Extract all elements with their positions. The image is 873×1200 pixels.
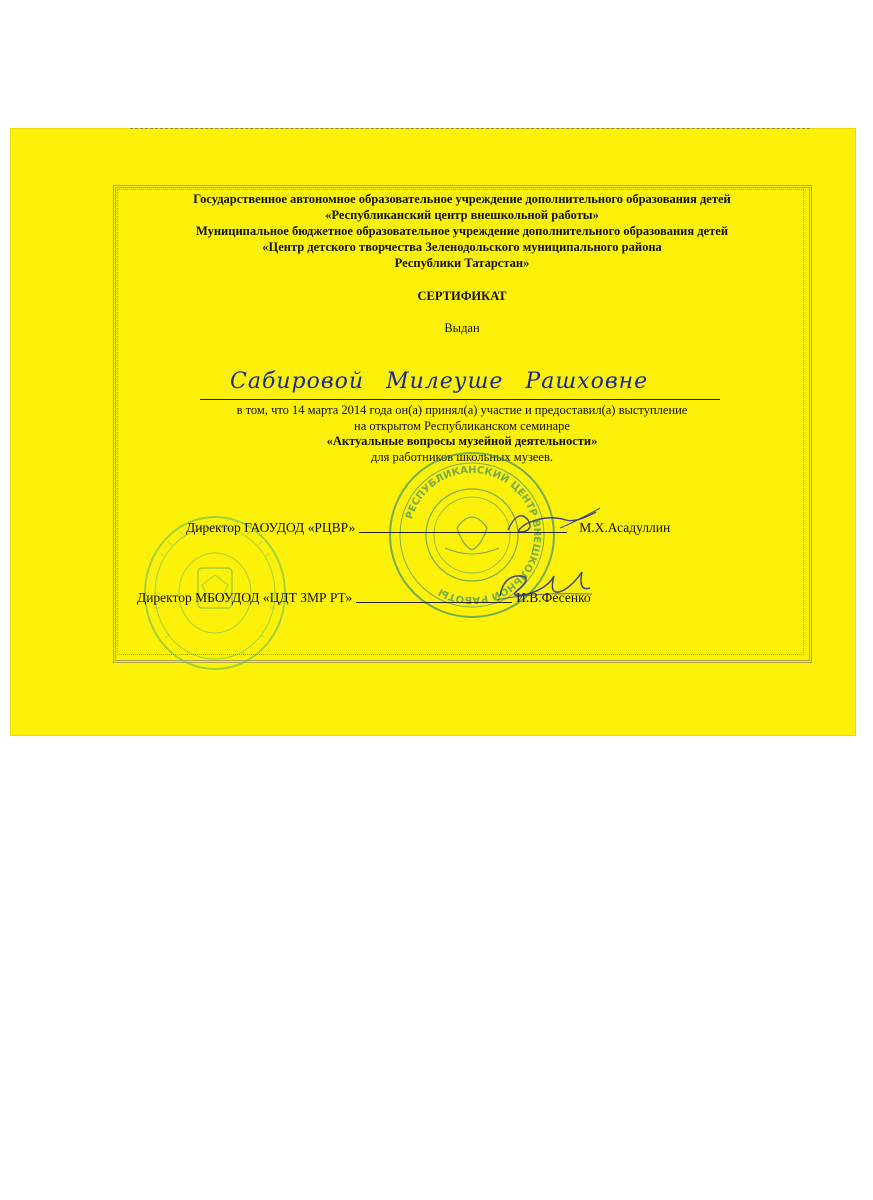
recipient-name: Сабировой Милеуше Рашховне [200, 364, 720, 400]
certificate-sheet [10, 128, 856, 736]
signer-name: М.Х.Асадуллин [579, 520, 671, 535]
seminar-title: «Актуальные вопросы музейной деятельности» [326, 434, 598, 448]
header-line: Муниципальное бюджетное образовательное учреждение дополнительного образования детей [195, 224, 729, 238]
certificate-title: СЕРТИФИКАТ [417, 289, 507, 303]
body-line: в том, что 14 марта 2014 года он(а) принял(а) участие и предоставил(а) выступление [236, 403, 688, 417]
signer-name: И.В.Фесенко [516, 590, 591, 605]
issuer-header [122, 191, 802, 271]
signature-line [356, 601, 512, 603]
handwritten-signature-2 [490, 566, 600, 608]
handwritten-signature-1 [500, 500, 610, 540]
header-line: Республики Татарстан» [394, 256, 530, 270]
body-line: на открытом Республиканском семинаре [354, 418, 570, 433]
signer-role: Директор ГАОУДОД «РЦВР» [186, 520, 356, 535]
stamp-text: РЕСПУБЛИКАНСКИЙ ЦЕНТР ВНЕШКОЛЬНОЙ РАБОТЫ [404, 464, 543, 606]
header-line: «Центр детского творчества Зеленодольского муниципального района [262, 240, 662, 254]
header-line: «Республиканский центр внешкольной работы» [325, 208, 599, 222]
signer-role: Директор МБОУДОД «ЦДТ ЗМР РТ» [137, 590, 353, 605]
scan-edge-line [130, 128, 810, 129]
issued-label: Выдан [444, 321, 480, 335]
header-line: Государственное автономное образовательное учреждение дополнительного образования детей [193, 192, 731, 206]
body-line: для работников школьных музеев. [370, 449, 554, 464]
